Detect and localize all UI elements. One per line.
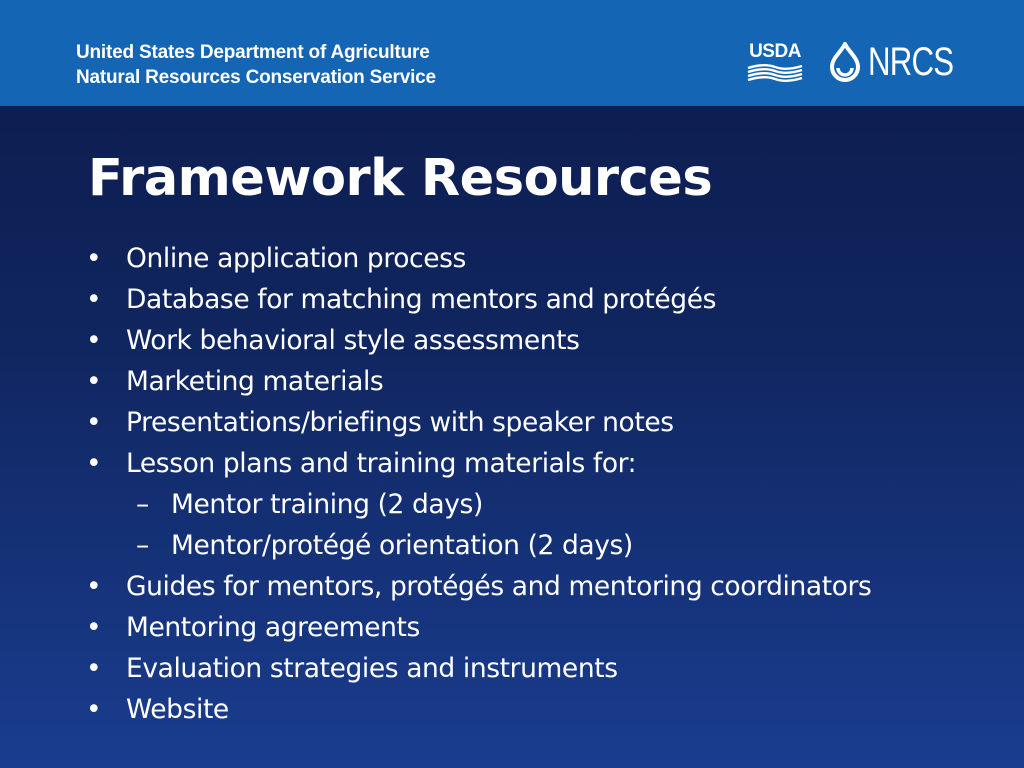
usda-logo: [746, 40, 804, 84]
header-banner: [0, 0, 1024, 106]
bullet-text: Website: [126, 694, 229, 725]
bullet-marker: •: [86, 653, 102, 684]
bullet-marker: •: [86, 612, 102, 643]
bullet-marker: •: [86, 448, 102, 479]
bullet-marker: •: [86, 694, 102, 725]
bullet-text: Work behavioral style assessments: [126, 325, 580, 356]
bullet-marker: •: [86, 366, 102, 397]
usda-hills-icon: [746, 62, 804, 82]
dash-marker: –: [136, 489, 149, 520]
bullet-text: Mentoring agreements: [126, 612, 420, 643]
bullet-marker: •: [86, 407, 102, 438]
bullet-text: Mentor/protégé orientation (2 days): [171, 530, 633, 561]
bullet-text: Mentor training (2 days): [171, 489, 483, 520]
bullet-text: Evaluation strategies and instruments: [126, 653, 618, 684]
bullet-text: Marketing materials: [126, 366, 384, 397]
bullet-text: Lesson plans and training materials for:: [126, 448, 637, 479]
bullet-marker: •: [86, 325, 102, 356]
nrcs-logo: [826, 40, 956, 84]
slide-title: Framework Resources: [88, 149, 713, 208]
usda-logo-text: USDA: [749, 41, 801, 62]
water-drop-icon: [826, 42, 864, 82]
bullet-marker: •: [86, 571, 102, 602]
bullet-text: Database for matching mentors and protégés: [126, 284, 717, 315]
dash-marker: –: [136, 530, 149, 561]
bullet-marker: •: [86, 284, 102, 315]
agency-name: [76, 40, 436, 90]
bullet-text: Online application process: [126, 243, 466, 274]
agency-line-department: United States Department of Agriculture: [76, 42, 430, 63]
bullet-text: Guides for mentors, protégés and mentoring coordinators: [126, 571, 872, 602]
bullet-text: Presentations/briefings with speaker notes: [126, 407, 674, 438]
bullet-marker: •: [86, 243, 102, 274]
nrcs-logo-text: NRCS: [868, 40, 954, 84]
agency-line-service: Natural Resources Conservation Service: [76, 67, 436, 88]
